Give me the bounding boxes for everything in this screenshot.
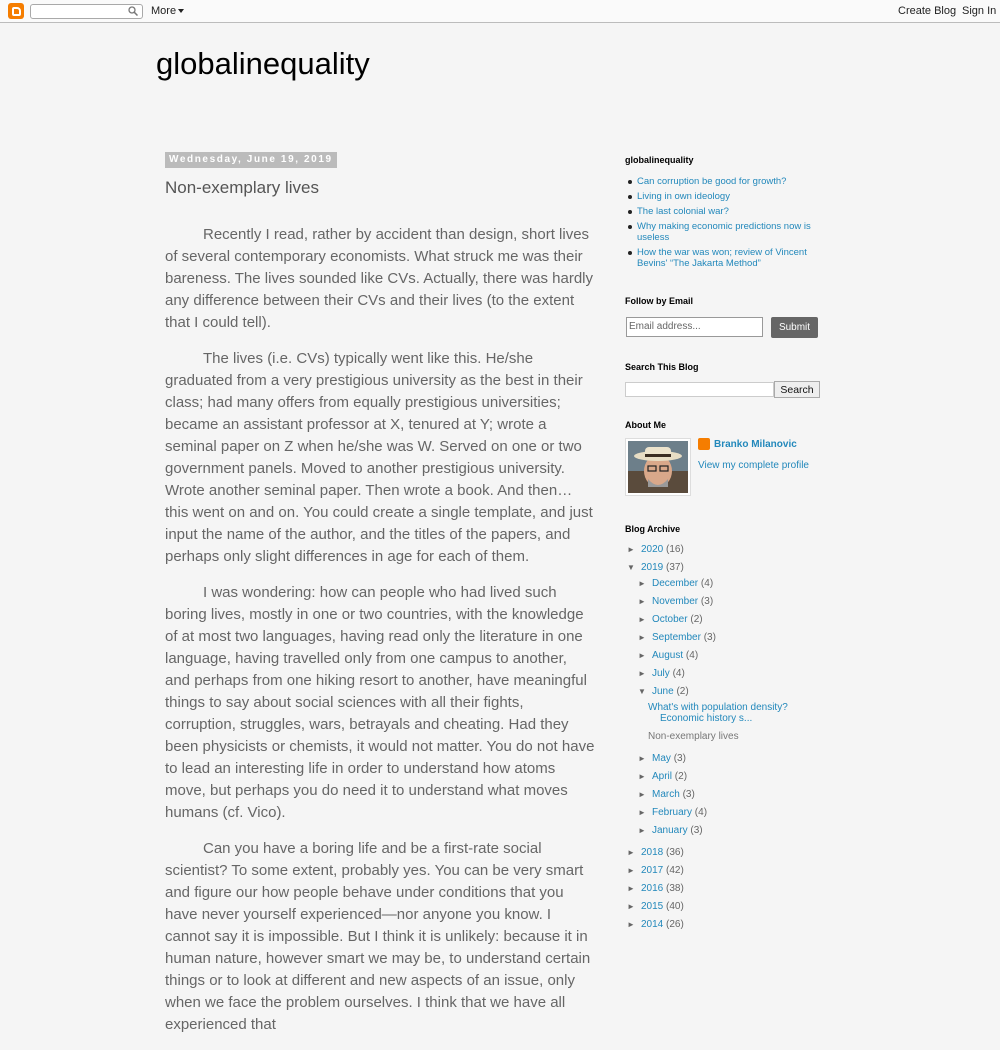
blogger-logo-icon[interactable] bbox=[8, 3, 24, 19]
post-paragraph: Can you have a boring life and be a first-rate social scientist? To some extent, probably yes. You can be very smart and figure our how people behave under conditions that you have never yourself experienced—nor anyone you know. I cannot say it is impossible. But I think it is unlikely: because it in human nature, however smart we may be, to understand certain things or to look at different and new aspects of an issue, only when we face the problem ourselves. I think that we have all experienced that bbox=[165, 840, 591, 1033]
triangle-right-icon[interactable]: ► bbox=[638, 669, 646, 678]
archive-year-row bbox=[627, 562, 684, 574]
archive-year-link[interactable]: 2019 bbox=[641, 562, 664, 573]
archive-count: (36) bbox=[666, 847, 684, 858]
archive-count: (3) bbox=[700, 596, 714, 607]
archive-year-row bbox=[627, 865, 684, 877]
about-me-title: About Me bbox=[625, 420, 666, 430]
archive-year-row bbox=[627, 901, 684, 913]
archive-year-row bbox=[627, 544, 684, 556]
blog-title[interactable]: globalinequality bbox=[156, 46, 370, 81]
archive-month-row bbox=[638, 650, 698, 662]
archive-month-link[interactable]: March bbox=[652, 789, 680, 800]
recent-post-link[interactable]: How the war was won; review of Vincent Bevins' “The Jakarta Method” bbox=[625, 247, 815, 269]
submit-button[interactable]: Submit bbox=[771, 317, 818, 338]
post-paragraph: The lives (i.e. CVs) typically went like this. He/she graduated from a very prestigious university as the best in their class; had many offers from equally prestigious universities; became an assistant professor at X, tenured at Y; wrote a seminal paper on Z when he/she was W. Served on one or two government panels. Moved to another prestigious university. Wrote another seminal paper. Then wrote a book. And then…this went on and on. You could create a single template, and just input the name of the author, and the titles of the papers, and perhaps only slight differences in age for each of them. bbox=[165, 350, 593, 565]
archive-count: (3) bbox=[690, 825, 703, 836]
archive-year-link[interactable]: 2015 bbox=[641, 901, 664, 912]
archive-count: (38) bbox=[666, 883, 684, 894]
archive-month-link[interactable]: September bbox=[652, 632, 701, 643]
archive-year-link[interactable]: 2014 bbox=[641, 919, 664, 930]
post-paragraph: Recently I read, rather by accident than design, short lives of several contemporary economists. What struck me was their bareness. The lives sounded like CVs. Actually, there was hardly any difference between their CVs and their lives (to the extent that I could tell). bbox=[165, 226, 593, 331]
triangle-down-icon[interactable]: ▼ bbox=[638, 687, 646, 696]
archive-count: (42) bbox=[666, 865, 684, 876]
archive-count: (16) bbox=[666, 544, 684, 555]
archive-month-row bbox=[638, 578, 713, 590]
archive-month-row bbox=[638, 789, 695, 801]
follow-by-email-title: Follow by Email bbox=[625, 296, 694, 306]
more-label: More bbox=[151, 5, 177, 17]
archive-count: (2) bbox=[690, 614, 703, 625]
archive-month-row bbox=[638, 807, 707, 819]
archive-month-link[interactable]: January bbox=[652, 825, 688, 836]
archive-count: (3) bbox=[682, 789, 695, 800]
blog-archive-title: Blog Archive bbox=[625, 524, 681, 534]
triangle-right-icon[interactable]: ► bbox=[627, 884, 635, 893]
post-body bbox=[165, 224, 595, 1050]
archive-post-link[interactable] bbox=[648, 702, 798, 724]
sign-in-link[interactable]: Sign In bbox=[962, 5, 997, 17]
post-title[interactable]: Non-exemplary lives bbox=[165, 178, 319, 197]
archive-count: (4) bbox=[685, 650, 699, 661]
archive-year-row bbox=[627, 847, 684, 859]
archive-post-title: What's with population density? Economic history s... bbox=[648, 702, 788, 724]
archive-month-link[interactable]: December bbox=[652, 578, 699, 589]
archive-month-link[interactable]: August bbox=[652, 650, 684, 661]
archive-count: (2) bbox=[676, 686, 689, 697]
navbar-search-input[interactable] bbox=[30, 4, 143, 19]
archive-month-link[interactable]: February bbox=[652, 807, 693, 818]
recent-post-link[interactable]: Why making economic predictions now is useless bbox=[625, 221, 815, 243]
archive-count: (37) bbox=[666, 562, 684, 573]
archive-year-row bbox=[627, 919, 684, 931]
archive-month-link[interactable]: June bbox=[652, 686, 674, 697]
view-profile-link[interactable]: View my complete profile bbox=[698, 460, 809, 471]
search-icon[interactable] bbox=[128, 6, 138, 16]
archive-month-row bbox=[638, 825, 703, 837]
triangle-right-icon[interactable]: ► bbox=[638, 597, 646, 606]
triangle-right-icon[interactable]: ► bbox=[638, 633, 646, 642]
archive-count: (26) bbox=[666, 919, 684, 930]
archive-month-link[interactable]: October bbox=[652, 614, 688, 625]
archive-month-row bbox=[638, 632, 716, 644]
triangle-right-icon[interactable]: ► bbox=[627, 902, 635, 911]
archive-month-row bbox=[638, 771, 687, 783]
archive-month-row bbox=[638, 753, 686, 765]
recent-post-link[interactable]: Living in own ideology bbox=[625, 191, 815, 202]
avatar[interactable] bbox=[625, 438, 691, 496]
search-blog-title: Search This Blog bbox=[625, 362, 699, 372]
caret-down-icon bbox=[178, 9, 184, 13]
blogger-profile-icon bbox=[698, 438, 710, 450]
triangle-right-icon[interactable]: ► bbox=[638, 615, 646, 624]
recent-post-link[interactable]: The last colonial war? bbox=[625, 206, 815, 217]
archive-month-link[interactable]: November bbox=[652, 596, 699, 607]
archive-month-row bbox=[638, 614, 703, 626]
archive-count: (40) bbox=[666, 901, 684, 912]
archive-month-row bbox=[638, 668, 685, 680]
triangle-right-icon[interactable]: ► bbox=[627, 545, 635, 554]
archive-year-link[interactable]: 2017 bbox=[641, 865, 664, 876]
archive-month-link[interactable]: July bbox=[652, 668, 670, 679]
archive-count: (4) bbox=[672, 668, 685, 679]
archive-year-link[interactable]: 2016 bbox=[641, 883, 664, 894]
archive-month-row bbox=[638, 596, 713, 608]
archive-year-row bbox=[627, 883, 684, 895]
blog-search-input[interactable] bbox=[625, 382, 774, 397]
archive-count: (2) bbox=[674, 771, 688, 782]
archive-count: (3) bbox=[673, 753, 686, 764]
triangle-right-icon[interactable]: ► bbox=[638, 790, 646, 799]
archive-post-current[interactable]: Non-exemplary lives bbox=[648, 731, 739, 742]
triangle-right-icon[interactable]: ► bbox=[627, 866, 635, 875]
search-button[interactable]: Search bbox=[774, 381, 820, 398]
triangle-right-icon[interactable]: ► bbox=[638, 651, 646, 660]
blogger-navbar bbox=[0, 0, 1000, 23]
triangle-right-icon[interactable]: ► bbox=[638, 772, 646, 781]
recent-post-link[interactable]: Can corruption be good for growth? bbox=[625, 176, 815, 187]
triangle-right-icon[interactable]: ► bbox=[627, 920, 635, 929]
archive-month-link[interactable]: May bbox=[652, 753, 671, 764]
triangle-right-icon[interactable]: ► bbox=[627, 848, 635, 857]
profile-photo-icon bbox=[628, 441, 688, 493]
recent-posts-list bbox=[625, 176, 815, 273]
archive-count: (3) bbox=[703, 632, 716, 643]
triangle-right-icon[interactable]: ► bbox=[638, 579, 646, 588]
create-blog-link[interactable]: Create Blog bbox=[898, 5, 957, 17]
archive-year-link[interactable]: 2020 bbox=[641, 544, 664, 555]
archive-month-row bbox=[638, 686, 689, 698]
triangle-down-icon[interactable]: ▼ bbox=[627, 563, 635, 572]
archive-month-link[interactable]: April bbox=[652, 771, 673, 782]
archive-count: (4) bbox=[700, 578, 714, 589]
recent-posts-title: globalinequality bbox=[625, 155, 694, 165]
post-paragraph: I was wondering: how can people who had lived such boring lives, mostly in one or two countries, with the knowledge of at most two languages, having read only the literature in one language, having travelled only from one campus to another, and perhaps from one hiking resort to another, have meaningful things to say about social sciences with all their fights, corruption, struggles, wars, betrayals and cheating. Had they been physicists or chemists, it would not matter. You do not have to lead an interesting life in order to understand how atoms move, but perhaps you do need it to understand what moves humans (cf. Vico). bbox=[165, 584, 595, 821]
post-date: Wednesday, June 19, 2019 bbox=[165, 152, 337, 168]
archive-year-link[interactable]: 2018 bbox=[641, 847, 664, 858]
triangle-right-icon[interactable]: ► bbox=[638, 808, 646, 817]
email-input[interactable]: Email address... bbox=[626, 317, 763, 337]
archive-count: (4) bbox=[694, 807, 708, 818]
triangle-right-icon[interactable]: ► bbox=[638, 754, 646, 763]
more-menu[interactable] bbox=[151, 5, 184, 17]
triangle-right-icon[interactable]: ► bbox=[638, 826, 646, 835]
profile-name-link[interactable]: Branko Milanovic bbox=[714, 439, 797, 450]
